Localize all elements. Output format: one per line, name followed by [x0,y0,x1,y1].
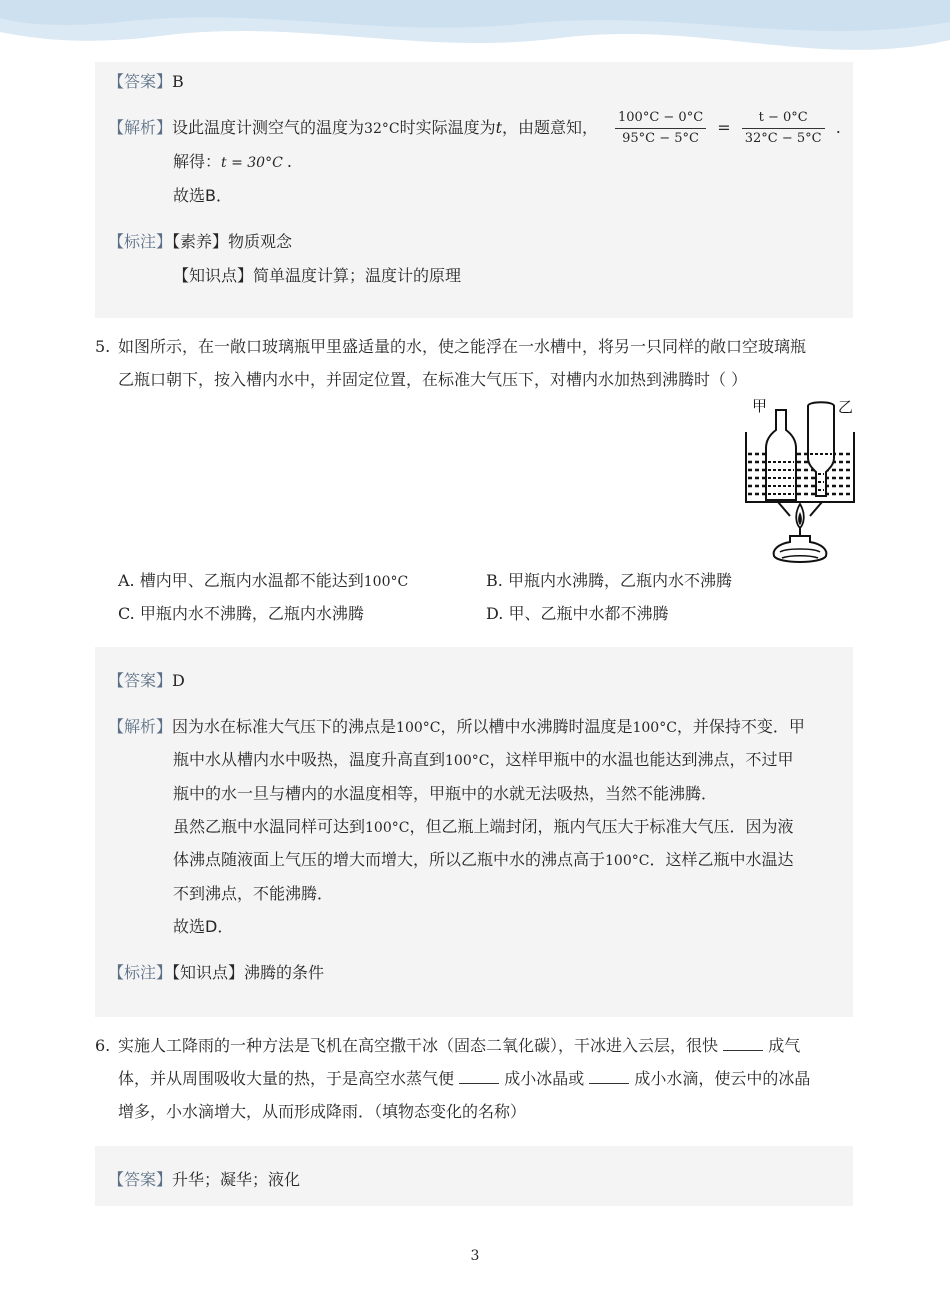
answer-box-q6 [95,1146,853,1206]
analysis-label: 【解析】 [108,118,173,137]
analysis-line [173,817,793,838]
option-d [486,604,668,624]
answer-blank[interactable] [589,1069,629,1084]
analysis-text: ．这样乙瓶中水温达 [649,850,794,869]
analysis-line: 故选B． [173,186,232,205]
temperature-value: 100°C [396,720,441,736]
temperature-value: 100°C [605,853,650,869]
note-line: 【知识点】简单温度计算；温度计的原理 [173,266,462,285]
equals-sign: = [717,118,731,137]
analysis-text: ，但乙瓶上端封闭，瓶内气压大于标准大气压．因为液 [409,817,794,836]
analysis-text: 时实际温度为 [399,118,496,137]
option-text: 甲瓶内水不沸腾，乙瓶内水沸腾 [139,604,364,623]
label-yi: 乙 [838,398,854,416]
fraction-denominator: 95°C − 5°C [622,131,699,146]
analysis-label: 【解析】 [108,717,173,736]
answer-row [108,72,184,92]
answer-label: 【答案】 [108,1170,173,1189]
option-a [118,571,408,592]
answer-value: D [172,671,185,690]
period: . [286,152,292,171]
question-text: 体，并从周围吸收大量的热，于是高空水蒸气便 [118,1069,455,1088]
fraction-right [742,110,825,147]
analysis-line [173,850,793,871]
analysis-text: 虽然乙瓶中水温同样可达到 [173,817,366,836]
temperature-value: 100°C [365,820,410,836]
analysis-text: 因为水在标准大气压下的沸点是 [172,717,397,736]
question-number: 6. [95,1036,111,1055]
temperature-value: 32°C [364,121,400,137]
fraction-denominator: 32°C − 5°C [744,131,822,146]
option-letter: C. [118,604,135,623]
variable-t: t [495,118,503,137]
analysis-text: 体沸点随液面上气压的增大而增大，所以乙瓶中水的沸点高于 [173,850,606,869]
fraction-equation [615,108,841,148]
question-stem: 如图所示，在一敞口玻璃瓶甲里盛适量的水，使之能浮在一水槽中，将另一只同样的敞口空玻璃瓶 [118,337,807,356]
experiment-figure [738,392,862,571]
analysis-line [173,152,292,173]
question-text: 实施人工降雨的一种方法是飞机在高空撒干冰（固态二氧化碳），干冰进入云层，很快 [118,1036,719,1055]
question-number: 5. [95,337,111,356]
option-text: 槽内甲、乙瓶内水温都不能达到 [139,571,364,590]
analysis-line: 故选D． [173,917,234,936]
option-b [486,571,732,591]
analysis-text: ，这样甲瓶中的水温也能达到沸点，不过甲 [489,750,794,769]
label-jia: 甲 [752,397,768,415]
analysis-text: 瓶中水从槽内水中吸热，温度升高直到 [173,750,446,769]
answer-blank[interactable] [723,1036,763,1051]
note-label: 【标注】 [108,232,173,251]
answer-blank[interactable] [459,1069,499,1084]
temperature-value: 100°C [445,753,490,769]
page-number: 3 [470,1248,480,1264]
question-stem: 增多，小水滴增大，从而形成降雨．（填物态变化的名称） [118,1102,527,1121]
analysis-text: ，由题意知， [502,118,599,137]
analysis-text: 设此温度计测空气的温度为 [172,118,365,137]
question-text: 成气 [768,1036,801,1055]
analysis-row [108,717,805,738]
question-stem [118,1036,800,1056]
answer-row [108,671,185,691]
analysis-line: 瓶中的水一旦与槽内的水温度相等，甲瓶中的水就无法吸热，当然不能沸腾． [173,784,718,803]
note-row [108,232,292,252]
note-label: 【标注】 [108,963,173,982]
note-text: 【知识点】沸腾的条件 [172,963,325,982]
option-letter: D. [486,604,504,623]
answer-box-q5 [95,647,853,1017]
option-letter: A. [118,571,135,590]
analysis-row [108,118,598,139]
question-stem [118,1069,810,1089]
note-text: 【素养】物质观念 [172,232,293,251]
note-row [108,963,324,983]
answer-box-q4 [95,62,853,318]
boiling-apparatus-diagram [738,392,862,567]
analysis-line [173,750,793,771]
fraction-left [615,110,706,147]
temperature-value: 100°C [632,720,677,736]
answer-label: 【答案】 [108,72,173,91]
question-text: 成小水滴，使云中的冰晶 [634,1069,811,1088]
fraction-numerator: 100°C − 0°C [615,110,706,129]
question-text: 成小冰晶或 [504,1069,585,1088]
option-c [118,604,364,624]
period: . [835,118,841,137]
analysis-line: 不到沸点，不能沸腾． [173,884,334,903]
fraction-numerator: t − 0°C [742,110,825,129]
analysis-text: ，并保持不变．甲 [676,717,805,736]
analysis-text: ，所以槽中水沸腾时温度是 [440,717,633,736]
answer-value: B [172,72,184,91]
option-text: 甲瓶内水沸腾，乙瓶内水不沸腾 [507,571,732,590]
answer-label: 【答案】 [108,671,173,690]
option-letter: B. [486,571,503,590]
math-result: t = 30°C [221,155,283,171]
analysis-text: 解得： [173,152,222,171]
temperature-value: 100°C [363,574,409,590]
option-text: 甲、乙瓶中水都不沸腾 [508,604,669,623]
answer-value: 升华；凝华；液化 [172,1170,301,1189]
question-stem: 乙瓶口朝下，按入槽内水中，并固定位置，在标准大气压下，对槽内水加热到沸腾时（ ） [118,370,748,389]
answer-row [108,1170,300,1190]
